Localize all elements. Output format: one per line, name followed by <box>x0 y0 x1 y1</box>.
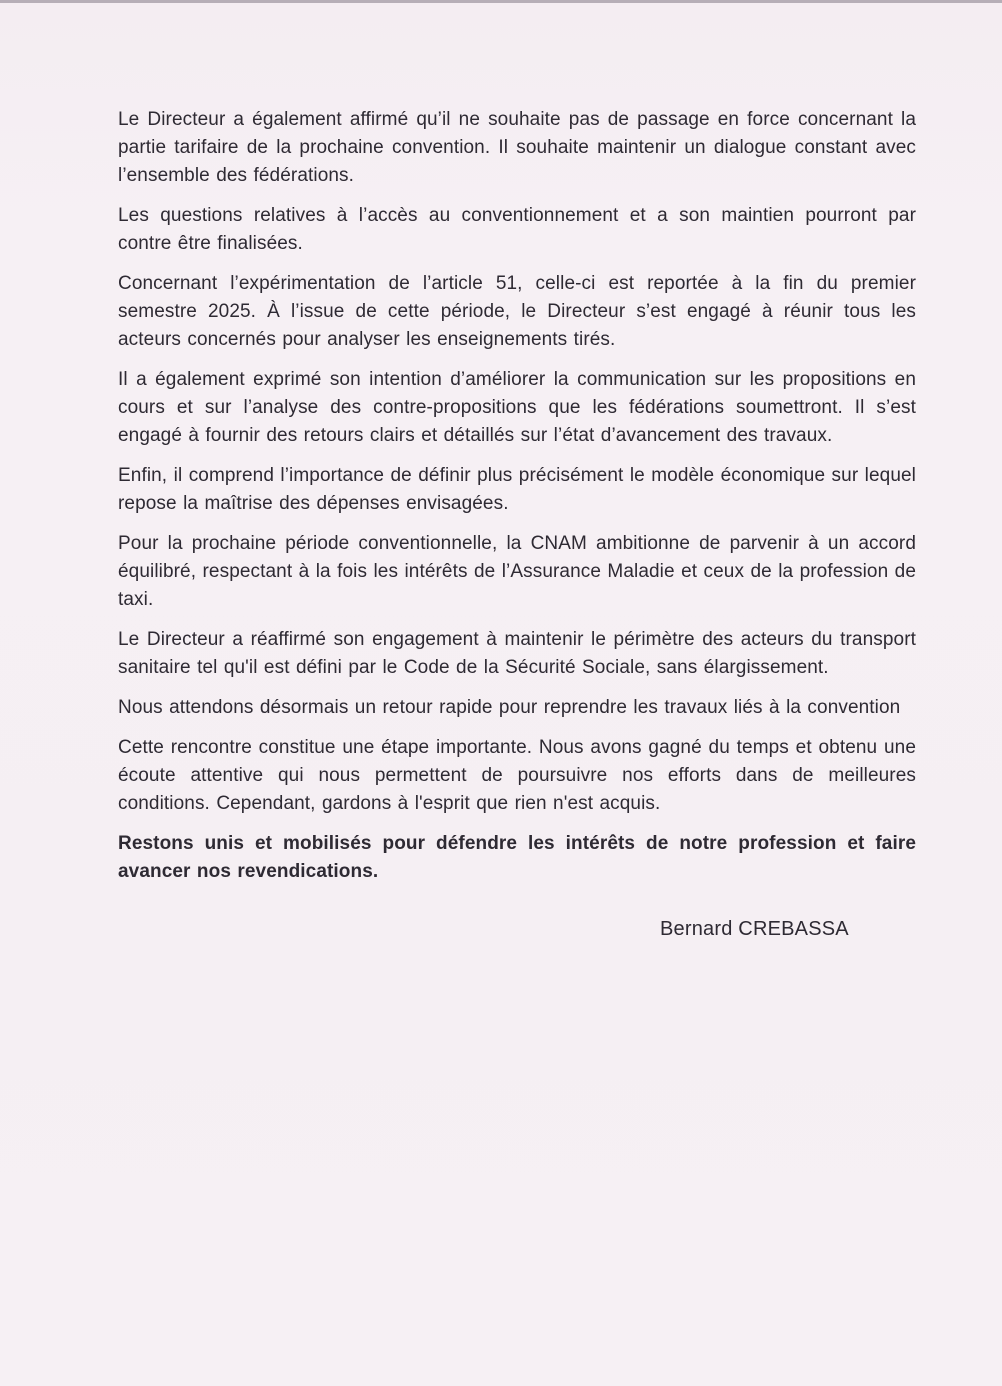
signature: Bernard CREBASSA <box>660 918 849 940</box>
paragraph-6: Pour la prochaine période conventionnelle, la CNAM ambitionne de parvenir à un accord équilibré, respectant à la fois les intérêts de l’Assurance Maladie et ceux de la profession de taxi. <box>118 533 916 610</box>
paragraph-7: Le Directeur a réaffirmé son engagement à maintenir le périmètre des acteurs du transport sanitaire tel qu'il est défini par le Code de la Sécurité Sociale, sans élargissement. <box>118 629 916 678</box>
paragraph-4: Il a également exprimé son intention d’améliorer la communication sur les propositions en cours et sur l’analyse des contre-propositions que les fédérations soumettront. Il s’est engagé à fournir des retours clairs et détaillés sur l’état d’avancement des travaux. <box>118 369 916 446</box>
paragraph-2: Les questions relatives à l’accès au conventionnement et a son maintien pourront par contre être finalisées. <box>118 205 916 254</box>
paragraph-3: Concernant l’expérimentation de l’article 51, celle-ci est reportée à la fin du premier semestre 2025. À l’issue de cette période, le Directeur s’est engagé à réunir tous les acteurs concernés pour analyser les enseignements tirés. <box>118 273 916 350</box>
paragraph-10: Restons unis et mobilisés pour défendre les intérêts de notre profession et faire avancer nos revendications. <box>118 833 916 882</box>
paragraph-5: Enfin, il comprend l’importance de définir plus précisément le modèle économique sur lequel repose la maîtrise des dépenses envisagées. <box>118 465 916 514</box>
paragraph-1: Le Directeur a également affirmé qu’il ne souhaite pas de passage en force concernant la partie tarifaire de la prochaine convention. Il souhaite maintenir un dialogue constant avec l’ensemble des fédérations. <box>118 109 916 186</box>
paragraph-8: Nous attendons désormais un retour rapide pour reprendre les travaux liés à la convention <box>118 697 901 718</box>
paragraph-9: Cette rencontre constitue une étape importante. Nous avons gagné du temps et obtenu une écoute attentive qui nous permettent de poursuivre nos efforts dans de meilleures conditions. Cependant, gardons à l'esprit que rien n'est acquis. <box>118 737 916 814</box>
page-top-edge <box>0 0 1002 3</box>
letter-body <box>118 106 916 898</box>
